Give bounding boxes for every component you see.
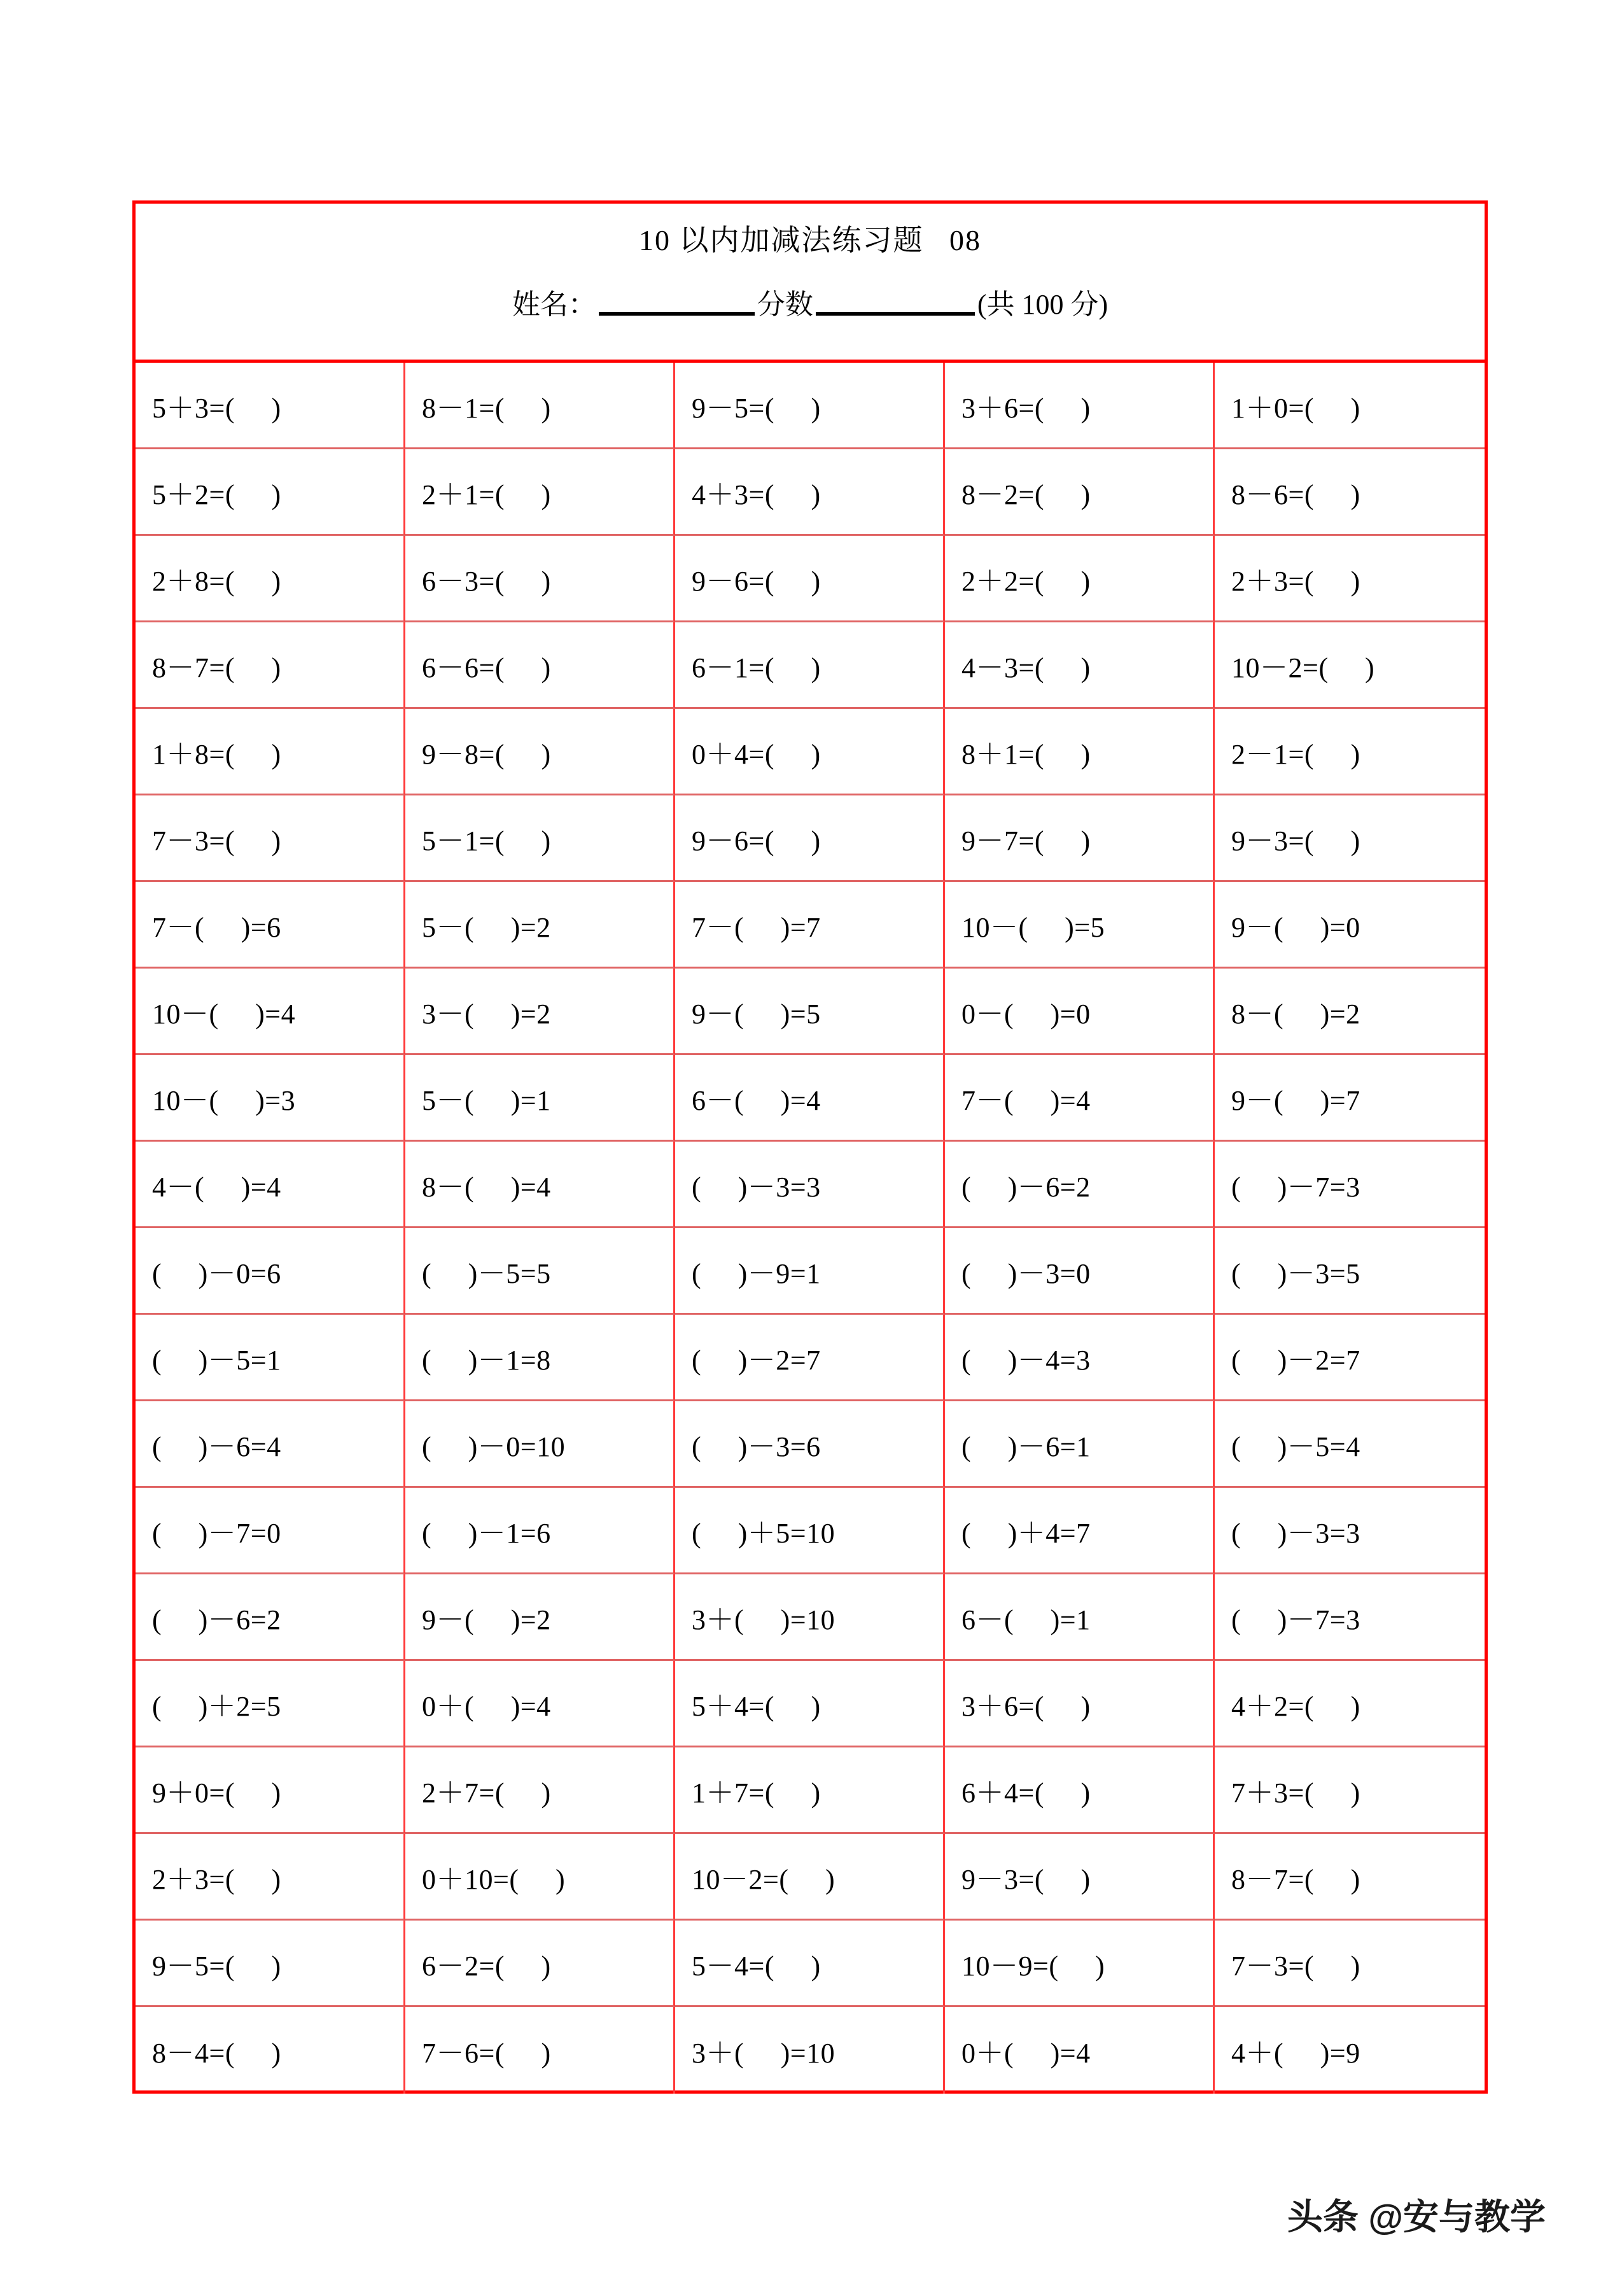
problem-cell[interactable]: ( )－6=2 — [945, 1142, 1215, 1228]
problem-cell[interactable]: 4＋2=( ) — [1215, 1661, 1485, 1747]
problem-cell[interactable]: 8－4=( ) — [136, 2007, 405, 2094]
problem-cell[interactable]: 9－( )=5 — [675, 969, 945, 1055]
problem-cell[interactable]: ( )－2=7 — [675, 1315, 945, 1401]
problem-cell[interactable]: 9－7=( ) — [945, 795, 1215, 882]
problem-cell[interactable]: 1＋0=( ) — [1215, 363, 1485, 449]
problem-cell[interactable]: 7－( )=7 — [675, 882, 945, 969]
problem-cell[interactable]: ( )＋4=7 — [945, 1488, 1215, 1574]
problem-cell[interactable]: ( )－7=3 — [1215, 1574, 1485, 1661]
name-blank-field[interactable] — [599, 311, 755, 316]
problem-cell[interactable]: 6＋4=( ) — [945, 1747, 1215, 1834]
problem-cell[interactable]: 2－1=( ) — [1215, 709, 1485, 795]
problem-cell[interactable]: ( )－7=3 — [1215, 1142, 1485, 1228]
problem-cell[interactable]: 7－( )=4 — [945, 1055, 1215, 1142]
problem-cell[interactable]: 3＋6=( ) — [945, 363, 1215, 449]
problem-cell[interactable]: 10－2=( ) — [1215, 622, 1485, 709]
problem-cell[interactable]: ( )－6=2 — [136, 1574, 405, 1661]
problem-cell[interactable]: ( )－0=6 — [136, 1228, 405, 1315]
problem-cell[interactable]: 7－3=( ) — [136, 795, 405, 882]
problem-cell[interactable]: ( )＋2=5 — [136, 1661, 405, 1747]
problem-cell[interactable]: 2＋8=( ) — [136, 536, 405, 622]
problem-cell[interactable]: ( )－7=0 — [136, 1488, 405, 1574]
student-meta-line — [512, 287, 1108, 322]
problem-cell[interactable]: 10－( )=3 — [136, 1055, 405, 1142]
problem-cell[interactable]: 2＋3=( ) — [136, 1834, 405, 1921]
problem-cell[interactable]: 10－( )=5 — [945, 882, 1215, 969]
problem-cell[interactable]: 5－( )=1 — [405, 1055, 675, 1142]
problem-cell[interactable]: ( )－1=6 — [405, 1488, 675, 1574]
problem-cell[interactable]: 0＋4=( ) — [675, 709, 945, 795]
problem-cell[interactable]: 5＋3=( ) — [136, 363, 405, 449]
problem-cell[interactable]: 7＋3=( ) — [1215, 1747, 1485, 1834]
problem-cell[interactable]: ( )－0=10 — [405, 1401, 675, 1488]
name-label: 姓名： — [512, 289, 596, 321]
problem-cell[interactable]: 9－( )=0 — [1215, 882, 1485, 969]
problem-cell[interactable]: 1＋8=( ) — [136, 709, 405, 795]
problem-cell[interactable]: 4＋3=( ) — [675, 449, 945, 536]
problem-cell[interactable]: 7－( )=6 — [136, 882, 405, 969]
problem-cell[interactable]: 2＋1=( ) — [405, 449, 675, 536]
problem-cell[interactable]: 5－1=( ) — [405, 795, 675, 882]
problem-cell[interactable]: ( )－3=0 — [945, 1228, 1215, 1315]
problem-cell[interactable]: 3＋6=( ) — [945, 1661, 1215, 1747]
problem-cell[interactable]: 9－3=( ) — [1215, 795, 1485, 882]
problem-cell[interactable]: ( )－3=6 — [675, 1401, 945, 1488]
problem-cell[interactable]: ( )－6=1 — [945, 1401, 1215, 1488]
problem-cell[interactable]: 0＋10=( ) — [405, 1834, 675, 1921]
problem-cell[interactable]: 0＋( )=4 — [405, 1661, 675, 1747]
problem-cell[interactable]: ( )－9=1 — [675, 1228, 945, 1315]
problem-cell[interactable]: 8－1=( ) — [405, 363, 675, 449]
problem-cell[interactable]: 8－7=( ) — [136, 622, 405, 709]
worksheet-frame — [132, 200, 1488, 2094]
problem-cell[interactable]: 6－2=( ) — [405, 1921, 675, 2007]
problem-cell[interactable]: 8－( )=2 — [1215, 969, 1485, 1055]
problem-cell[interactable]: 2＋2=( ) — [945, 536, 1215, 622]
problem-grid — [136, 363, 1485, 2094]
problem-cell[interactable]: 0＋( )=4 — [945, 2007, 1215, 2094]
watermark-text: 头条 @安与教学 — [1287, 2197, 1546, 2237]
problem-cell[interactable]: 3－( )=2 — [405, 969, 675, 1055]
problem-cell[interactable]: 5＋2=( ) — [136, 449, 405, 536]
problem-cell[interactable]: 8＋1=( ) — [945, 709, 1215, 795]
problem-cell[interactable]: 4－( )=4 — [136, 1142, 405, 1228]
problem-cell[interactable]: 10－2=( ) — [675, 1834, 945, 1921]
problem-cell[interactable]: 8－( )=4 — [405, 1142, 675, 1228]
problem-cell[interactable]: 5－4=( ) — [675, 1921, 945, 2007]
problem-cell[interactable]: 7－6=( ) — [405, 2007, 675, 2094]
problem-cell[interactable]: ( )－3=5 — [1215, 1228, 1485, 1315]
problem-cell[interactable]: ( )－3=3 — [675, 1142, 945, 1228]
problem-cell[interactable]: ( )－2=7 — [1215, 1315, 1485, 1401]
problem-cell[interactable]: ( )－6=4 — [136, 1401, 405, 1488]
problem-cell[interactable]: 9－6=( ) — [675, 536, 945, 622]
problem-cell[interactable]: 10－9=( ) — [945, 1921, 1215, 2007]
problem-cell[interactable]: 4＋( )=9 — [1231, 2038, 1360, 2069]
problem-cell[interactable]: ( )－3=3 — [1215, 1488, 1485, 1574]
problem-cell[interactable]: 9－8=( ) — [405, 709, 675, 795]
problem-cell[interactable]: 6－3=( ) — [405, 536, 675, 622]
problem-cell[interactable]: 9－6=( ) — [675, 795, 945, 882]
problem-cell[interactable]: 4－3=( ) — [945, 622, 1215, 709]
problem-cell[interactable]: ( )－1=8 — [405, 1315, 675, 1401]
problem-cell[interactable]: 8－2=( ) — [945, 449, 1215, 536]
page-title: 10 以内加减法练习题 08 — [639, 224, 981, 256]
problem-cell[interactable]: ( )－5=5 — [405, 1228, 675, 1315]
problem-cell[interactable]: 9－( )=2 — [405, 1574, 675, 1661]
problem-cell[interactable]: 9－5=( ) — [675, 363, 945, 449]
problem-cell[interactable]: ( )－5=4 — [1215, 1401, 1485, 1488]
problem-cell[interactable]: 6－( )=1 — [945, 1574, 1215, 1661]
problem-cell[interactable]: 6－1=( ) — [675, 622, 945, 709]
problem-cell[interactable]: 3＋( )=10 — [675, 1574, 945, 1661]
problem-cell[interactable]: 2＋7=( ) — [405, 1747, 675, 1834]
problem-cell[interactable]: 3＋( )=10 — [675, 2007, 945, 2094]
problem-cell[interactable]: 10－( )=4 — [136, 969, 405, 1055]
score-blank-field[interactable] — [816, 311, 975, 316]
problem-cell[interactable]: 6－6=( ) — [405, 622, 675, 709]
problem-cell[interactable]: 9－3=( ) — [945, 1834, 1215, 1921]
problem-cell[interactable]: 8－6=( ) — [1215, 449, 1485, 536]
problem-cell[interactable]: 1＋7=( ) — [675, 1747, 945, 1834]
problem-cell[interactable]: ( )－4=3 — [945, 1315, 1215, 1401]
worksheet-header — [136, 204, 1485, 363]
problem-cell[interactable]: 2＋3=( ) — [1215, 536, 1485, 622]
score-label: 分数 — [757, 289, 813, 321]
problem-cell[interactable]: 9－( )=7 — [1215, 1055, 1485, 1142]
problem-cell[interactable]: 9＋0=( ) — [136, 1747, 405, 1834]
total-points-note: (共 100 分) — [977, 289, 1108, 321]
problem-cell[interactable]: 5－( )=2 — [405, 882, 675, 969]
problem-cell[interactable]: 8－7=( ) — [1215, 1834, 1485, 1921]
problem-cell[interactable]: ( )－5=1 — [136, 1315, 405, 1401]
problem-cell[interactable]: ( )＋5=10 — [675, 1488, 945, 1574]
problem-cell[interactable]: 6－( )=4 — [675, 1055, 945, 1142]
problem-cell[interactable]: 7－3=( ) — [1215, 1921, 1485, 2007]
problem-cell[interactable]: 5＋4=( ) — [675, 1661, 945, 1747]
problem-cell[interactable]: 0－( )=0 — [945, 969, 1215, 1055]
problem-cell[interactable]: 9－5=( ) — [136, 1921, 405, 2007]
